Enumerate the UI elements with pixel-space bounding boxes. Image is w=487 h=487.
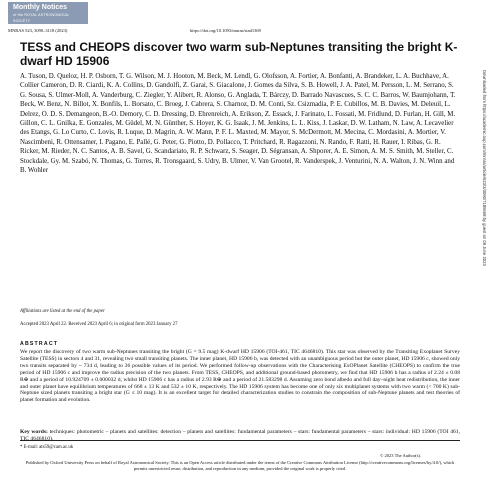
author-email[interactable]: * E-mail: ats59@cam.ac.uk — [20, 445, 74, 450]
footnote-divider — [20, 440, 460, 441]
keywords-label: Key words: — [20, 429, 48, 435]
keywords-text: techniques: photometric – planets and satellites: detection – planets and satellites: fundamental parameters – stars: fundamental parameters – stars: individual: HD 15906 (TOI 461, TIC 4646810). — [20, 429, 461, 442]
journal-banner — [8, 2, 88, 24]
doi-link[interactable]: https://doi.org/10.1093/mnras/stad1369 — [190, 28, 261, 33]
abstract-heading: ABSTRACT — [20, 341, 59, 347]
affiliations-note: Affiliations are listed at the end of the paper — [20, 309, 105, 314]
citation: MNRAS 523, 3090–3118 (2023) — [8, 28, 68, 33]
abstract-text: We report the discovery of two warm sub-Neptunes transiting the bright (G = 9.5 mag) K-dwarf HD 15906 (TOI-461, TIC 4646810). This star was observed by the Transiting Exoplanet Survey Satellite (TESS) in sectors 4 and 31, revealing two small transiting planets. The inner planet, HD 15906 b, was detected with an unambiguous period but the outer planet, HD 15906 c, showed only two transits separated by ~ 734 d, leading to 36 possible values of its period. We performed follow-up observations with the Characterising ExOPlanet Satellite (CHEOPS) to confirm the true period of HD 15906 c and improve the radius precision of the two planets. From TESS, CHEOPS, and additional ground-based photometry, we find that HD 15906 b has a radius of 2.24 ± 0.08 R⊕ and a period of 10.924709 ± 0.000032 d, whilst HD 15906 c has a radius of 2.93 R⊕ and a period of 21.583298 d. Assuming zero bond albedo and full day–night heat redistribution, the inner and outer planet have equilibrium temperatures of 668 ± 13 K and 532 ± 10 K, respectively. The HD 15906 system has become one of only six multiplanet systems with two warm (< 700 K) sub-Neptune sized planets transiting a bright star (G ≤ 10 mag). It is an excellent target for detailed characterization studies to constrain the composition of sub-Neptune planets and test theories of planet formation and evolution. — [20, 349, 460, 404]
paper-title: TESS and CHEOPS discover two warm sub-Neptunes transiting the bright K-dwarf HD 15906 — [20, 40, 458, 68]
journal-name: Monthly Notices — [13, 4, 68, 11]
copyright: © 2023 The Author(s). — [380, 453, 422, 458]
author-list: A. Tuson, D. Queloz, H. P. Osborn, T. G. Wilson, M. J. Hooton, M. Beck, M. Lendl, G. Olofsson, A. Fortier, A. Bonfanti, A. Brandeker, L. A. Buchhave, A. Collier Cameron, D. R. Ciardi, K. A. Collins, D. Gandolfi, Z. Garai, S. Giacalone, J. Gomes da Silva, S. B. Howell, J. A. Patel, M. Persson, L. M. Serrano, S. G. Sousa, S. Ulmer-Moll, A. Vanderburg, C. Ziegler, Y. Alibert, R. Alonso, G. Anglada, T. Bárczy, D. Barrado Navascues, S. C. C. Barros, W. Baumjohann, T. Beck, W. Benz, N. Billot, X. Bonfils, L. Borsato, C. Broeg, J. Cabrera, S. Charnoz, D. M. Conti, Sz. Csizmadia, P. E. Cubillos, M. B. Davies, M. Deleuil, L. Delrez, O. D. S. Demangeon, B.-O. Demory, C. D. Dressing, D. Ehrenreich, A. Erikson, Z. Essack, J. Farinato, L. Fossati, M. Fridlund, D. Furlan, H. Gill, M. Gillon, C. L. Gnilka, E. Gonzales, M. Güdel, M. N. Günther, S. Hoyer, K. G. Isaak, J. M. Jenkins, L. L. Kiss, J. Laskar, D. W. Latham, N. Law, A. Lecavelier des Etangs, G. Lo Curto, C. Lovis, R. Luque, D. Magrin, A. W. Mann, P. F. L. Maxted, M. Mayor, S. McDermott, M. Mecina, C. Mordasini, A. Mortier, V. Nascimbeni, R. Ottensamer, I. Pagano, E. Pallé, G. Peter, G. Piotto, D. Pollacco, T. Pritchard, R. Ragazzoni, N. Rando, F. Ratti, H. Rauer, I. Ribas, G. R. Ricker, M. Rieder, N. C. Santos, A. B. Savel, G. Scandariato, R. P. Schwarz, S. Seager, D. Ségransan, A. Shporer, A. E. Simon, A. M. S. Smith, M. Steller, C. Stockdale, Gy. M. Szabó, N. Thomas, G. Torres, R. Tronsgaard, S. Udry, B. Ulmer, V. Van Grootel, R. Vanderspek, J. Venturini, N. A. Walton, J. N. Winn and B. Wohler — [20, 73, 456, 175]
licence-text: Published by Oxford University Press on behalf of Royal Astronomical Society. This is an Open Access article distributed under the terms of the Creative Commons Attribution License (http://creativecommons.org/licenses/by/4.0/), which permits unrestricted reuse, distribution, and reproduction in any medium, provided the original work is properly cited. — [25, 460, 455, 471]
download-watermark: Downloaded from https://academic.oup.com/mnras/article/523/3/3090/7185668 by guest on 09 June 2023 — [482, 70, 487, 266]
journal-society: of the ROYAL ASTRONOMICAL SOCIETY — [13, 13, 70, 23]
submission-dates: Accepted 2023 April 22. Received 2023 April 6; in original form 2023 January 27 — [20, 322, 178, 327]
